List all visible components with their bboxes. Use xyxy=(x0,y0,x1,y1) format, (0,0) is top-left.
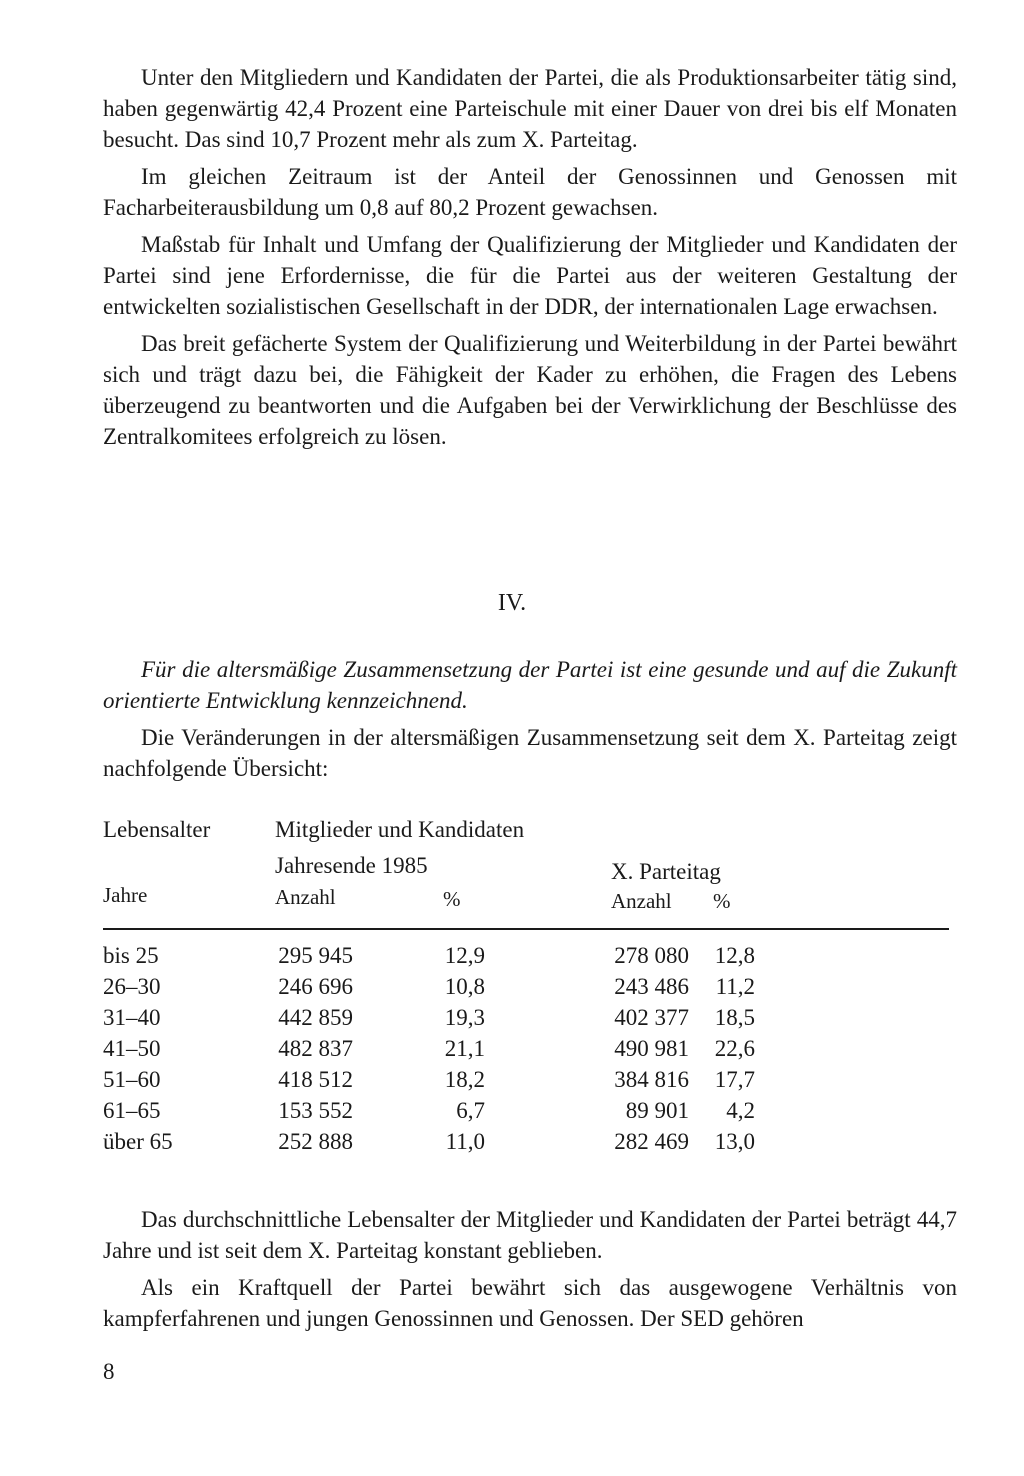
table-row xyxy=(103,971,949,1002)
header-mitglieder: Mitglieder und Kandidaten xyxy=(275,817,525,842)
paragraph: Die Veränderungen in der altersmäßigen Zusammensetzung seit dem X. Parteitag zeigt nachfolgende Übersicht: xyxy=(103,725,957,781)
body-text-bottom xyxy=(103,1204,957,1340)
count-parteitag-cell: 89 901 xyxy=(625,1098,689,1123)
age-cell: bis 25 xyxy=(103,943,159,968)
count-parteitag-cell: 282 469 xyxy=(614,1129,689,1154)
pct-parteitag-cell: 4,2 xyxy=(726,1098,755,1123)
page-number: 8 xyxy=(103,1359,115,1384)
table-row xyxy=(103,1095,949,1126)
count-parteitag-cell: 384 816 xyxy=(614,1067,689,1092)
count-1985-cell: 246 696 xyxy=(278,974,353,999)
table-row xyxy=(103,1126,949,1157)
count-1985-cell: 153 552 xyxy=(278,1098,353,1123)
pct-parteitag-cell: 12,8 xyxy=(714,943,755,968)
section-heading: IV. xyxy=(497,590,527,616)
count-1985-cell: 418 512 xyxy=(278,1067,353,1092)
header-lebensalter: Lebensalter xyxy=(103,817,211,842)
table-row xyxy=(103,1002,949,1033)
count-1985-cell: 252 888 xyxy=(278,1129,353,1154)
count-1985-cell: 482 837 xyxy=(278,1036,353,1061)
pct-1985-cell: 21,1 xyxy=(444,1036,485,1061)
pct-parteitag-cell: 18,5 xyxy=(714,1005,755,1030)
count-parteitag-cell: 402 377 xyxy=(614,1005,689,1030)
paragraph: Das breit gefächerte System der Qualifizierung und Weiterbildung in der Partei bewährt sich und trägt dazu bei, die Fähigkeit der Kader zu erhöhen, die Fragen des Lebens überzeugend zu beantworten und die Aufgaben bei der Verwirklichung der Beschlüsse des Zentralkomitees erfolgreich zu lösen. xyxy=(103,331,957,449)
age-cell: 61–65 xyxy=(103,1098,161,1123)
pct-parteitag-cell: 22,6 xyxy=(714,1036,755,1061)
paragraph: Das durchschnittliche Lebensalter der Mitglieder und Kandidaten der Partei beträgt 44,7 Jahre und ist seit dem X. Parteitag konstant geblieben. xyxy=(103,1207,957,1263)
pct-1985-cell: 19,3 xyxy=(444,1005,485,1030)
pct-parteitag-cell: 17,7 xyxy=(714,1067,755,1092)
paragraph: Im gleichen Zeitraum ist der Anteil der Genossinnen und Genossen mit Facharbeiterausbildung um 0,8 auf 80,2 Prozent gewachsen. xyxy=(103,164,957,220)
paragraph: Unter den Mitgliedern und Kandidaten der Partei, die als Produktionsarbeiter tätig sind, haben gegenwärtig 42,4 Prozent eine Parteischule mit einer Dauer von drei bis elf Monaten besucht. Das sind 10,7 Prozent mehr als zum X. Parteitag. xyxy=(103,65,957,152)
count-parteitag-cell: 490 981 xyxy=(614,1036,689,1061)
paragraph: Als ein Kraftquell der Partei bewährt sich das ausgewogene Verhältnis von kampferfahrenen und jungen Genossinnen und Genossen. Der SED gehören xyxy=(103,1275,957,1331)
age-cell: 26–30 xyxy=(103,974,161,999)
age-cell: über 65 xyxy=(103,1129,173,1154)
table-row xyxy=(103,1064,949,1095)
count-parteitag-cell: 243 486 xyxy=(614,974,689,999)
count-1985-cell: 295 945 xyxy=(278,943,353,968)
age-cell: 51–60 xyxy=(103,1067,161,1092)
body-text-top xyxy=(103,62,957,458)
pct-parteitag-cell: 13,0 xyxy=(714,1129,755,1154)
table-rule xyxy=(103,928,949,930)
pct-1985-cell: 12,9 xyxy=(444,943,485,968)
header-pct-1985: % xyxy=(443,887,461,911)
header-parteitag: X. Parteitag xyxy=(611,859,721,884)
age-cell: 41–50 xyxy=(103,1036,161,1061)
pct-1985-cell: 6,7 xyxy=(456,1098,485,1123)
header-jahre: Jahre xyxy=(103,883,148,907)
pct-parteitag-cell: 11,2 xyxy=(715,974,755,999)
pct-1985-cell: 18,2 xyxy=(444,1067,485,1092)
paragraph: Maßstab für Inhalt und Umfang der Qualifizierung der Mitglieder und Kandidaten der Partei sind jene Erfordernisse, die für die Partei aus der weiteren Gestaltung der entwickelten sozialistischen Gesellschaft in der DDR, der internationalen Lage erwachsen. xyxy=(103,232,957,319)
header-pct-parteitag: % xyxy=(713,889,731,913)
body-text-mid xyxy=(103,654,957,790)
header-anzahl-parteitag: Anzahl xyxy=(611,889,672,913)
count-parteitag-cell: 278 080 xyxy=(614,943,689,968)
pct-1985-cell: 10,8 xyxy=(444,974,485,999)
table-row xyxy=(103,940,949,971)
paragraph-italic: Für die altersmäßige Zusammensetzung der Partei ist eine gesunde und auf die Zukunft orientierte Entwicklung kennzeichnend. xyxy=(103,657,957,713)
table-row xyxy=(103,1033,949,1064)
count-1985-cell: 442 859 xyxy=(278,1005,353,1030)
pct-1985-cell: 11,0 xyxy=(445,1129,485,1154)
header-jahresende: Jahresende 1985 xyxy=(275,853,428,878)
age-cell: 31–40 xyxy=(103,1005,161,1030)
header-anzahl-1985: Anzahl xyxy=(275,885,336,909)
